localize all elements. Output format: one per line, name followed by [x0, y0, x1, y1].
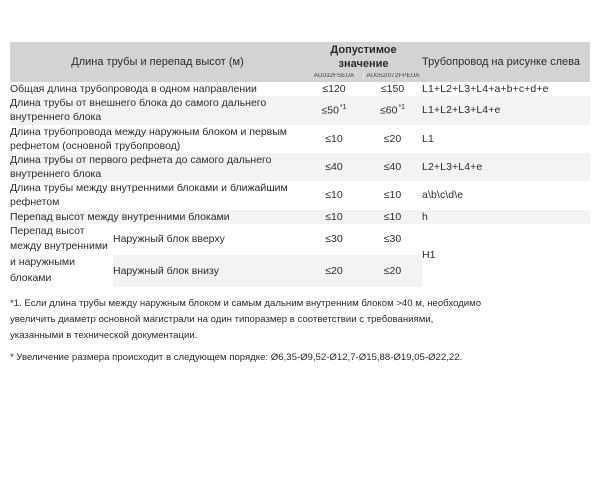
merged-row-label: Перепад высот между внутренними и наружными блоками — [10, 224, 113, 287]
value-text: ≤150 — [380, 83, 405, 96]
header-allowed-value-title: Допустимое значение — [330, 44, 397, 70]
value-text: ≤120 — [322, 83, 346, 96]
row-value-model-a — [305, 125, 363, 153]
value-text: ≤60 — [379, 104, 398, 117]
table-row — [10, 153, 590, 181]
table-header-row — [10, 42, 590, 82]
value-text: ≤10 — [325, 132, 343, 145]
row-label: Длина трубы от первого рефнета до самого дальнего внутреннего блока — [10, 153, 305, 181]
row-value-model-a — [305, 181, 363, 209]
row-pipe-formula: a\b\c\d\e — [422, 181, 590, 209]
footnote-2: * Увеличение размера происходит в следующем порядке: Ø6,35-Ø9,52-Ø12,7-Ø15,88-Ø19,05-Ø22,22. — [10, 352, 463, 364]
footnote-marker: *1 — [339, 104, 347, 112]
sub-row-value-model-a: ≤20 — [305, 255, 363, 287]
value-text: ≤40 — [383, 161, 402, 174]
table-row — [10, 82, 590, 96]
row-pipe-formula: h — [422, 210, 590, 224]
header-model-code-b: AU052/072FPEUA — [366, 72, 420, 79]
footnotes-section — [10, 296, 590, 366]
sub-row-value-model-b: ≤30 — [363, 224, 422, 256]
value-text: ≤10 — [383, 210, 402, 223]
value-text: ≤50 — [321, 104, 339, 117]
header-spec-column: Длина трубы и перепад высот (м) — [10, 42, 305, 82]
header-model-codes — [305, 73, 422, 80]
table-row-merged-top — [10, 224, 590, 256]
merged-row-pipe-formula: H1 — [422, 224, 590, 287]
header-model-code-a: AU032FSEUA — [305, 73, 364, 80]
footnote-1-line-1: *1. Если длина трубы между наружным блоком и самым дальним внутренним блоком >40 м, необходимо — [10, 297, 482, 309]
row-value-model-b — [363, 96, 422, 124]
sub-row-value-model-b: ≤20 — [363, 255, 422, 287]
row-value-model-b — [363, 153, 422, 181]
value-text: ≤10 — [383, 189, 402, 202]
row-value-model-a — [305, 82, 363, 96]
value-text: ≤20 — [383, 132, 402, 145]
value-text: ≤40 — [325, 161, 343, 174]
footnote-marker: *1 — [398, 104, 406, 112]
row-pipe-formula: L2+L3+L4+e — [422, 153, 590, 181]
header-allowed-value-column — [305, 42, 422, 82]
row-label: Общая длина трубопровода в одном направлении — [10, 82, 305, 96]
sub-row-label: Наружный блок внизу — [113, 255, 305, 287]
table-header — [10, 42, 590, 82]
row-pipe-formula: L1+L2+L3+L4+e — [422, 96, 590, 124]
row-value-model-b — [363, 125, 422, 153]
value-text: ≤10 — [325, 210, 343, 223]
value-text: ≤10 — [325, 189, 343, 202]
sub-row-label: Наружный блок вверху — [113, 224, 305, 256]
row-label: Длина трубы между внутренними блоками и ближайшим рефнетом — [10, 181, 305, 209]
pipe-length-specification-table — [10, 42, 590, 287]
table-body — [10, 82, 590, 287]
table-row — [10, 210, 590, 224]
row-label: Перепад высот между внутренними блоками — [10, 210, 305, 224]
row-value-model-b — [363, 181, 422, 209]
row-label: Длина трубопровода между наружным блоком и первым рефнетом (основной трубопровод) — [10, 125, 305, 153]
footnote-1-line-3: указанными в технической документации. — [10, 330, 198, 342]
sub-row-value-model-a: ≤30 — [305, 224, 363, 256]
row-pipe-formula: L1+L2+L3+L4+a+b+c+d+e — [422, 82, 590, 96]
row-value-model-a — [305, 153, 363, 181]
row-value-model-a — [305, 210, 363, 224]
row-value-model-b — [363, 82, 422, 96]
table-row — [10, 96, 590, 124]
row-pipe-formula: L1 — [422, 125, 590, 153]
header-pipe-column: Трубопровод на рисунке слева — [422, 42, 590, 82]
row-value-model-a — [305, 96, 363, 124]
table-row — [10, 181, 590, 209]
table-row — [10, 125, 590, 153]
row-label: Длина трубы от внешнего блока до самого дальнего внутреннего блока — [10, 96, 305, 124]
footnote-1-line-2: увеличить диаметр основной магистрали на один типоразмер в соответствии с требованиями, — [10, 313, 434, 325]
row-value-model-b — [363, 210, 422, 224]
